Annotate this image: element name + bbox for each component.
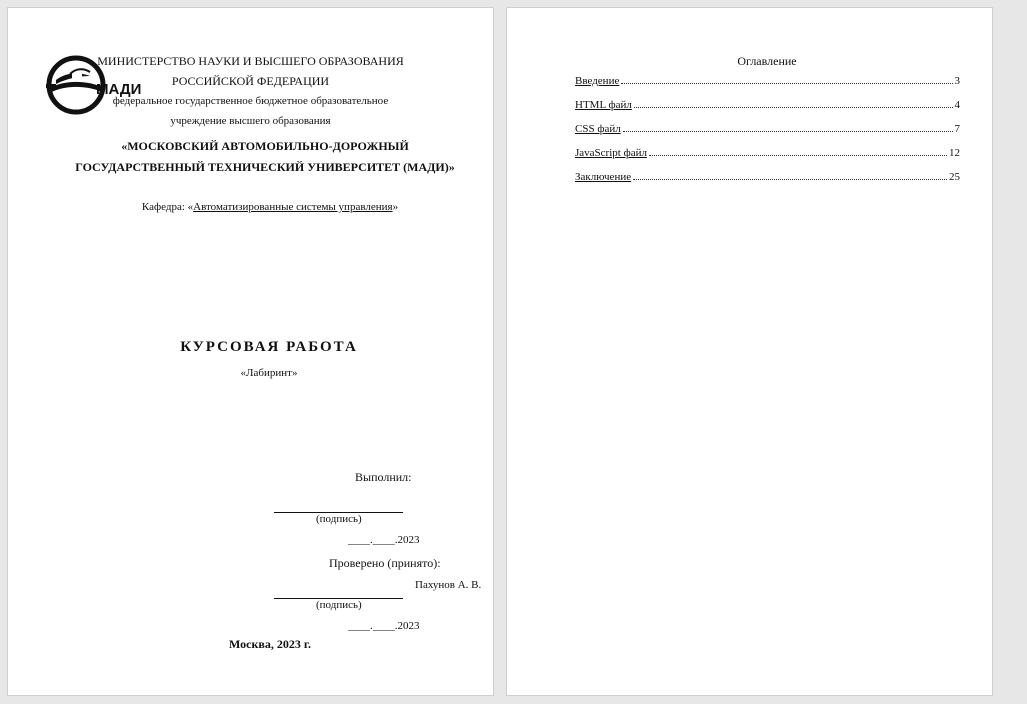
checked-label: Проверено (принято):: [329, 556, 441, 570]
toc-entry-page: 25: [949, 171, 960, 183]
toc-heading: Оглавление: [737, 54, 797, 68]
toc-entry-title[interactable]: Заключение: [575, 171, 632, 183]
toc-leader: [623, 123, 953, 132]
logo-text: МАДИ: [96, 81, 142, 98]
department-name: Автоматизированные системы управления: [193, 201, 393, 213]
date-line-1: ____.____.2023: [348, 534, 420, 546]
toc-leader: [633, 171, 947, 180]
institution-type-line-1: федеральное государственное бюджетное образовательное: [112, 95, 389, 107]
department-line: [8, 201, 532, 213]
toc-entry-title[interactable]: CSS файл: [575, 123, 621, 135]
checker-name: Пахунов А. В.: [415, 579, 482, 591]
date-line-2: ____.____.2023: [348, 620, 420, 632]
toc-entry[interactable]: [575, 75, 960, 88]
institution-type-line-2: учреждение высшего образования: [170, 115, 331, 127]
toc-entry-page: 4: [954, 99, 960, 111]
city-year: Москва, 2023 г.: [229, 637, 311, 651]
work-type-heading: КУРСОВАЯ РАБОТА: [180, 339, 358, 355]
signature-label-2: (подпись): [316, 599, 362, 611]
department-suffix: »: [392, 201, 399, 213]
toc-entry[interactable]: [575, 147, 960, 160]
toc-leader: [621, 75, 952, 84]
toc-entry-page: 12: [949, 147, 960, 159]
toc-page: [506, 7, 993, 696]
university-name-line-1: «МОСКОВСКИЙ АВТОМОБИЛЬНО-ДОРОЖНЫЙ: [121, 139, 409, 153]
toc-entry-title[interactable]: JavaScript файл: [575, 147, 647, 159]
toc-entry-page: 3: [954, 75, 960, 87]
toc-entry-title[interactable]: Введение: [575, 75, 620, 87]
ministry-line-2: РОССИЙСКОЙ ФЕДЕРАЦИИ: [171, 74, 330, 88]
toc-entry-title[interactable]: HTML файл: [575, 99, 632, 111]
signature-label-1: (подпись): [316, 513, 362, 525]
toc-entry[interactable]: [575, 123, 960, 136]
work-title: «Лабиринт»: [240, 367, 298, 379]
performed-label: Выполнил:: [355, 470, 412, 484]
toc-entry[interactable]: [575, 99, 960, 112]
ministry-line-1: МИНИСТЕРСТВО НАУКИ И ВЫСШЕГО ОБРАЗОВАНИЯ: [97, 54, 404, 68]
university-name-line-2: ГОСУДАРСТВЕННЫЙ ТЕХНИЧЕСКИЙ УНИВЕРСИТЕТ (МАДИ)»: [75, 160, 455, 174]
toc-leader: [634, 99, 953, 108]
toc-entry-page: 7: [954, 123, 960, 135]
title-page: [7, 7, 494, 696]
department-prefix: Кафедра: «: [141, 201, 194, 213]
toc-leader: [649, 147, 947, 156]
toc-entry[interactable]: [575, 171, 960, 184]
